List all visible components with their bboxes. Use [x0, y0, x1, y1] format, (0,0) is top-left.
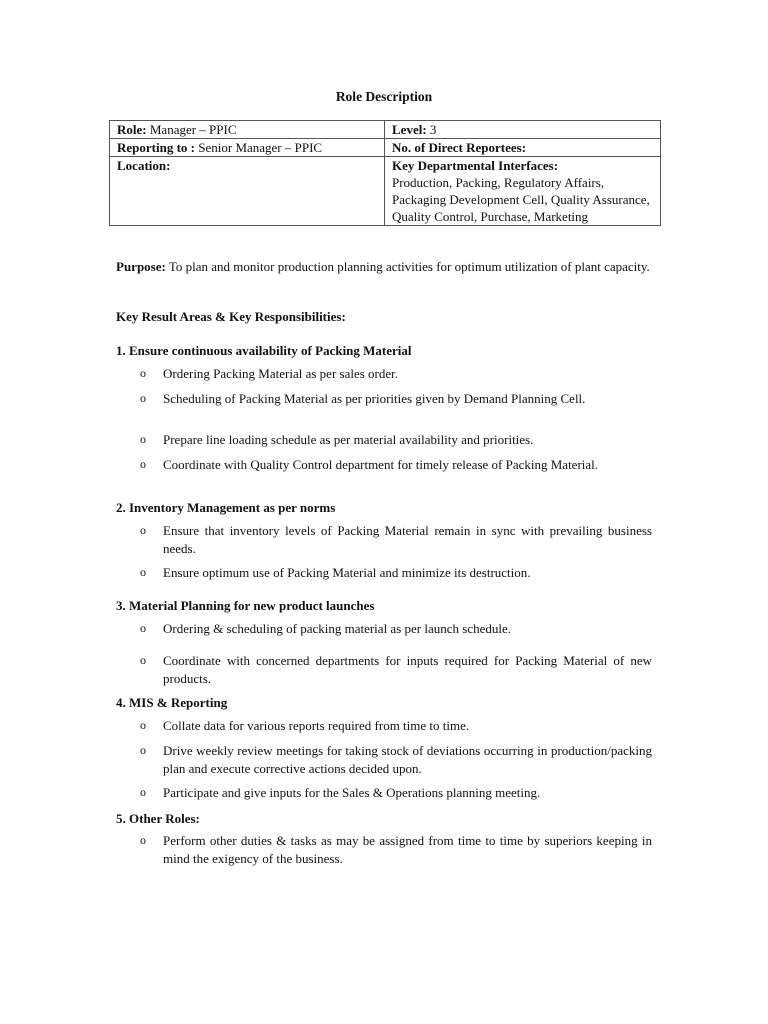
bullet-marker: o [140, 785, 146, 799]
list-item-text: Ensure that inventory levels of Packing Material remain in sync with prevailing business needs. [163, 523, 652, 556]
list-item [140, 742, 652, 778]
list-item-text: Prepare line loading schedule as per material availability and priorities. [163, 432, 534, 447]
table-row [110, 121, 661, 139]
section-heading: 1. Ensure continuous availability of Packing Material [116, 343, 412, 358]
list-item [140, 564, 652, 582]
list-item [140, 431, 652, 449]
section-heading: 3. Material Planning for new product launches [116, 598, 375, 613]
page-title: Role Description [335, 89, 433, 104]
bullet-marker: o [140, 833, 146, 847]
list-item-text: Coordinate with Quality Control department for timely release of Packing Material. [163, 457, 599, 472]
bullet-marker: o [140, 523, 146, 537]
level-label: Level: [392, 122, 427, 137]
section-heading: 2. Inventory Management as per norms [116, 500, 336, 515]
list-item [140, 456, 652, 474]
bullet-marker: o [140, 565, 146, 579]
section-heading: 4. MIS & Reporting [116, 695, 228, 710]
level-cell [385, 121, 661, 139]
table-row [110, 139, 661, 157]
bullet-marker: o [140, 718, 146, 732]
level-value: 3 [426, 122, 437, 137]
purpose-paragraph [116, 258, 652, 275]
role-cell [110, 121, 385, 139]
purpose-text: To plan and monitor production planning activities for optimum utilization of plant capacity. [165, 259, 650, 274]
location-cell [110, 157, 385, 226]
list-item [140, 390, 652, 408]
list-item [140, 652, 652, 688]
list-item [140, 522, 652, 558]
interfaces-label: Key Departmental Interfaces: [392, 158, 559, 173]
location-label: Location: [117, 158, 171, 173]
reportees-label: No. of Direct Reportees: [392, 140, 527, 155]
role-info-table [109, 120, 661, 226]
list-item-text: Ensure optimum use of Packing Material and minimize its destruction. [163, 565, 531, 580]
role-value: Manager – PPIC [146, 122, 237, 137]
interfaces-value: Production, Packing, Regulatory Affairs, Packaging Development Cell, Quality Assurance, Quality Control, Purchase, Marketing [392, 175, 650, 224]
reporting-value: Senior Manager – PPIC [195, 140, 323, 155]
list-item [140, 784, 652, 802]
bullet-marker: o [140, 743, 146, 757]
list-item [140, 717, 652, 735]
bullet-marker: o [140, 653, 146, 667]
reportees-cell [385, 139, 661, 157]
purpose-label: Purpose: [116, 259, 166, 274]
role-label: Role: [117, 122, 147, 137]
bullet-marker: o [140, 621, 146, 635]
reporting-label: Reporting to : [117, 140, 195, 155]
bullet-marker: o [140, 457, 146, 471]
list-item [140, 620, 652, 638]
list-item-text: Perform other duties & tasks as may be assigned from time to time by superiors keeping in mind the exigency of the business. [163, 833, 652, 866]
list-item-text: Scheduling of Packing Material as per priorities given by Demand Planning Cell. [163, 391, 586, 406]
reporting-cell [110, 139, 385, 157]
table-row [110, 157, 661, 226]
list-item-text: Ordering & scheduling of packing material as per launch schedule. [163, 621, 511, 636]
bullet-marker: o [140, 391, 146, 405]
list-item-text: Coordinate with concerned departments for inputs required for Packing Material of new products. [163, 653, 652, 686]
list-item [140, 832, 652, 868]
list-item-text: Ordering Packing Material as per sales order. [163, 366, 399, 381]
section-heading: 5. Other Roles: [116, 811, 200, 826]
bullet-marker: o [140, 366, 146, 380]
list-item-text: Collate data for various reports required from time to time. [163, 718, 470, 733]
bullet-marker: o [140, 432, 146, 446]
kra-title: Key Result Areas & Key Responsibilities: [116, 309, 346, 324]
list-item [140, 365, 652, 383]
list-item-text: Drive weekly review meetings for taking stock of deviations occurring in production/packing plan and execute corrective actions decided upon. [163, 743, 652, 776]
list-item-text: Participate and give inputs for the Sales & Operations planning meeting. [163, 785, 541, 800]
interfaces-cell [385, 157, 661, 226]
